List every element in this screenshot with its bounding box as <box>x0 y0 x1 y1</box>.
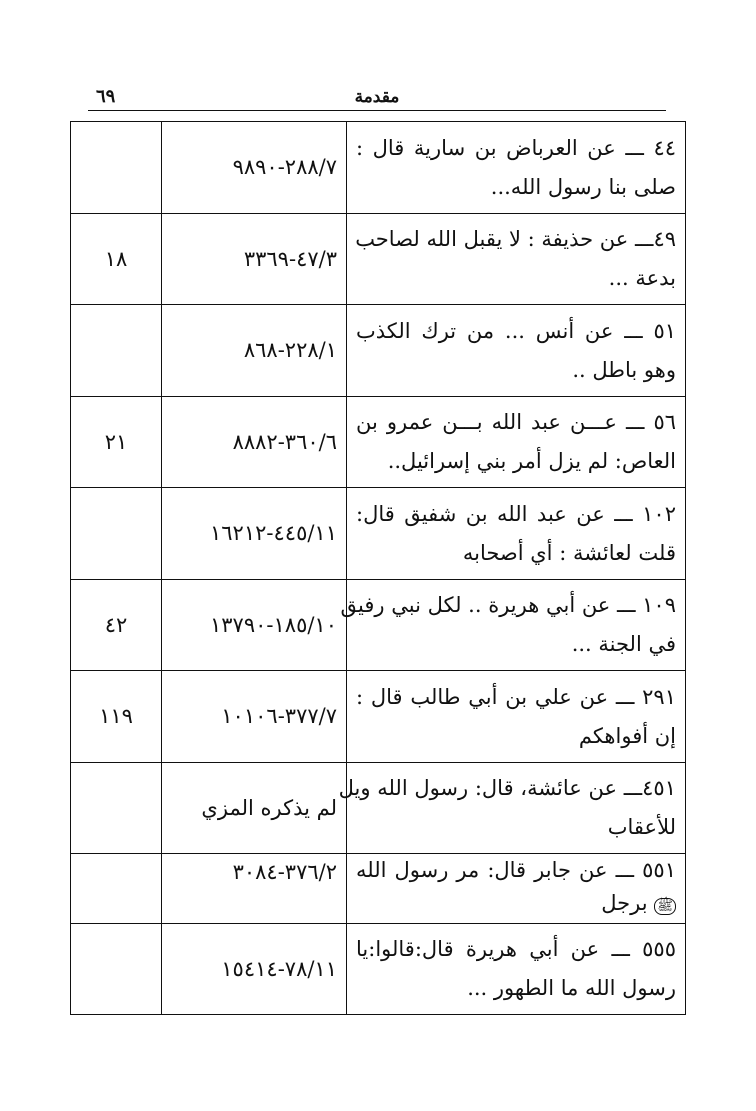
table-row <box>71 924 686 1015</box>
hadith-line-text: برجل <box>601 891 648 915</box>
reference-cell: ٧٨/١١-١٥٤١٤ <box>162 924 347 1015</box>
reference-cell: لم يذكره المزي <box>162 763 347 854</box>
table-row <box>71 671 686 763</box>
reference-cell: ٤٧/٣-٣٣٦٩ <box>162 214 347 305</box>
reference-cell: ٤٤٥/١١-١٦٢١٢ <box>162 488 347 580</box>
hadith-line: ٤٩ـــ عن حذيفة : لا يقبل الله لصاحب <box>355 227 676 251</box>
hadith-line: قلت لعائشة : أي أصحابه <box>462 540 676 565</box>
hadith-line: ٥٦ ـــ عـــن عبد الله بـــن عمرو بن <box>356 410 676 434</box>
hadith-line: ٥٥٥ ـــ عن أبي هريرة قال:قالوا:يا <box>356 937 676 961</box>
reference-cell: ٢٢٨/١-٨٦٨ <box>162 305 347 397</box>
hadith-reference-table <box>70 121 686 1015</box>
hadith-line: في الجنة ... <box>571 632 676 656</box>
number-cell <box>71 305 162 397</box>
hadith-cell <box>347 854 686 924</box>
page-header <box>88 86 666 111</box>
reference-cell: ٣٧٧/٧-١٠١٠٦ <box>162 671 347 763</box>
hadith-cell <box>347 122 686 214</box>
page-title: مقدمة <box>354 87 400 107</box>
reference-cell: ٣٧٦/٢-٣٠٨٤ <box>162 854 347 924</box>
number-cell <box>71 122 162 214</box>
honorific-seal-icon: ﷺ <box>654 898 676 915</box>
number-cell <box>71 924 162 1015</box>
number-cell <box>71 763 162 854</box>
number-cell: ٤٢ <box>71 580 162 671</box>
table-row <box>71 122 686 214</box>
hadith-line: وهو باطل .. <box>572 357 676 382</box>
hadith-cell <box>347 924 686 1015</box>
reference-cell: ٣٦٠/٦-٨٨٨٢ <box>162 397 347 488</box>
hadith-line: ٤٥١ـــ عن عائشة، قال: رسول الله ويل <box>338 776 676 800</box>
number-cell: ١٨ <box>71 214 162 305</box>
reference-cell: ٢٨٨/٧-٩٨٩٠ <box>162 122 347 214</box>
hadith-cell <box>347 305 686 397</box>
page-number: ٦٩ <box>96 86 116 107</box>
hadith-cell <box>347 488 686 580</box>
table-row <box>71 580 686 671</box>
table-row <box>71 397 686 488</box>
hadith-line: ٤٤ ـــ عن العرباض بن سارية قال : <box>356 135 676 160</box>
table-row <box>71 763 686 854</box>
hadith-line: ١٠٩ ـــ عن أبي هريرة .. لكل نبي رفيق <box>340 593 676 617</box>
hadith-line: بدعة ... <box>608 266 676 290</box>
hadith-cell <box>338 763 686 854</box>
hadith-cell <box>340 580 686 671</box>
reference-cell: ١٨٥/١٠-١٣٧٩٠ <box>162 580 347 671</box>
hadith-line: رسول الله ما الطهور ... <box>467 976 676 1000</box>
hadith-line: ٥٥١ ـــ عن جابر قال: مر رسول الله <box>356 858 676 882</box>
hadith-line: للأعقاب <box>607 815 676 839</box>
table-row <box>71 854 686 924</box>
hadith-line: صلى بنا رسول الله... <box>490 174 676 199</box>
hadith-cell <box>347 671 686 763</box>
hadith-line: العاص: لم يزل أمر بني إسرائيل.. <box>387 449 676 473</box>
table-row <box>71 305 686 397</box>
number-cell: ٢١ <box>71 397 162 488</box>
table-row <box>71 488 686 580</box>
table-row <box>71 214 686 305</box>
number-cell <box>71 488 162 580</box>
hadith-line: ٢٩١ ـــ عن علي بن أبي طالب قال : <box>356 684 676 709</box>
number-cell <box>71 854 162 924</box>
hadith-line <box>356 887 676 923</box>
hadith-cell <box>347 214 686 305</box>
hadith-line: ٥١ ـــ عن أنس ... من ترك الكذب <box>356 318 676 343</box>
hadith-line: إن أفواهكم <box>578 723 676 748</box>
number-cell: ١١٩ <box>71 671 162 763</box>
hadith-cell <box>347 397 686 488</box>
hadith-line: ١٠٢ ـــ عن عبد الله بن شفيق قال: <box>356 501 676 526</box>
